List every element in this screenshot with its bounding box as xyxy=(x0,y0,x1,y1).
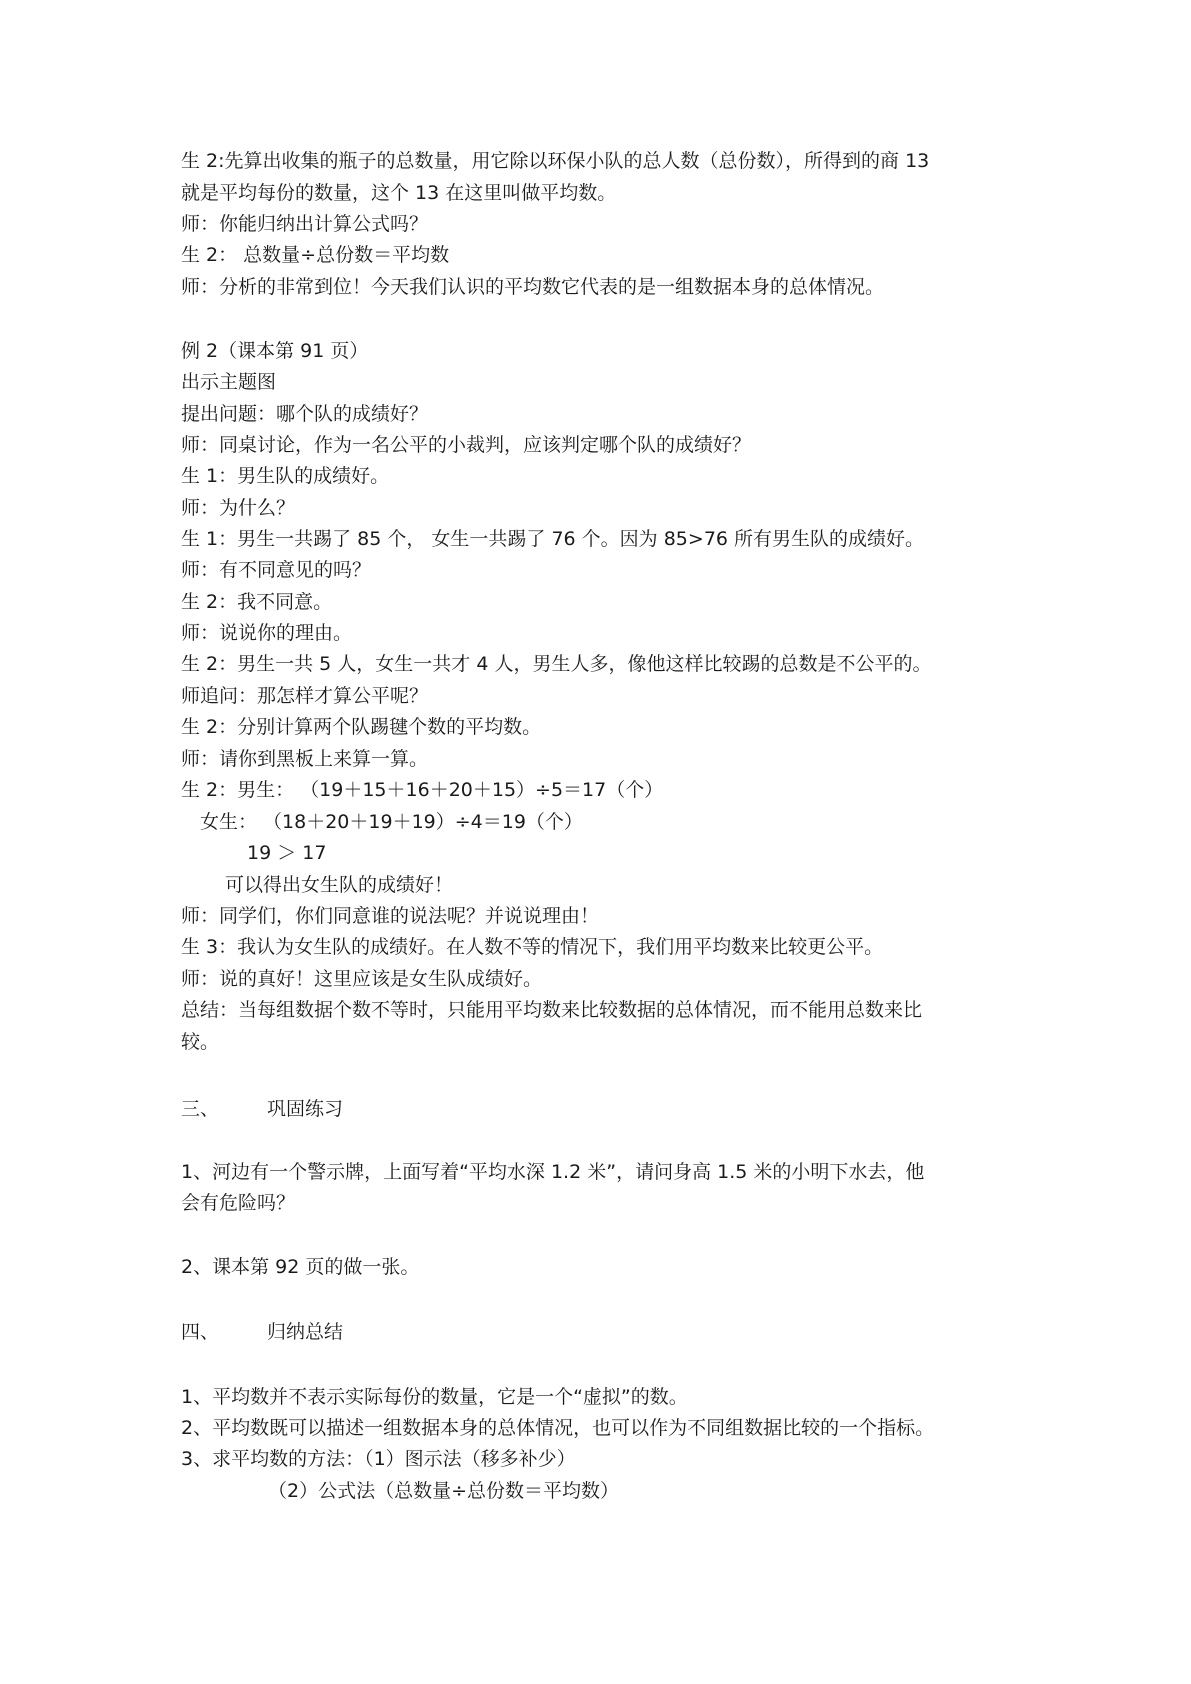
dialogue-line: 生 2：男生一共 5 人，女生一共才 4 人，男生人多，像他这样比较踢的总数是不公平的。 xyxy=(181,653,932,675)
example-title: 例 2（课本第 91 页） xyxy=(181,340,369,362)
dialogue-line: 生 1：男生队的成绩好。 xyxy=(181,465,390,487)
section-title: 巩固练习 xyxy=(267,1098,344,1120)
summary-point: （2）公式法（总数量÷总份数＝平均数） xyxy=(268,1480,620,1502)
paragraph-line: 就是平均每份的数量，这个 13 在这里叫做平均数。 xyxy=(181,182,617,204)
summary-point: 1、平均数并不表示实际每份的数量，它是一个“虚拟”的数。 xyxy=(181,1386,688,1408)
section-heading xyxy=(181,1097,343,1121)
paragraph-line: 生 2:先算出收集的瓶子的总数量，用它除以环保小队的总人数（总份数），所得到的商 13 xyxy=(181,150,930,172)
dialogue-line: 师：说说你的理由。 xyxy=(181,622,353,644)
paragraph-line: 提出问题：哪个队的成绩好？ xyxy=(181,403,429,425)
paragraph-line: 出示主题图 xyxy=(181,371,277,393)
summary-point: 3、求平均数的方法：（1）图示法（移多补少） xyxy=(181,1448,576,1470)
paragraph-line: 生 2： 总数量÷总份数＝平均数 xyxy=(181,244,450,266)
dialogue-line: 生 3：我认为女生队的成绩好。在人数不等的情况下，我们用平均数来比较更公平。 xyxy=(181,936,884,958)
dialogue-line: 师：同学们，你们同意谁的说法呢？并说说理由！ xyxy=(181,905,600,927)
exercise-line: 2、课本第 92 页的做一张。 xyxy=(181,1256,420,1278)
summary-line: 总结：当每组数据个数不等时，只能用平均数来比较数据的总体情况，而不能用总数来比 xyxy=(181,999,923,1021)
dialogue-line: 师：请你到黑板上来算一算。 xyxy=(181,748,429,770)
dialogue-line: 师：同桌讨论，作为一名公平的小裁判，应该判定哪个队的成绩好？ xyxy=(181,434,752,456)
paragraph-line: 师：分析的非常到位！今天我们认识的平均数它代表的是一组数据本身的总体情况。 xyxy=(181,276,885,298)
calculation-line: 女生： （18＋20＋19＋19）÷4＝19（个） xyxy=(200,811,583,833)
section-number: 四、 xyxy=(181,1321,220,1343)
dialogue-line: 生 1：男生一共踢了 85 个， 女生一共踢了 76 个。因为 85>76 所有男生队的成绩好。 xyxy=(181,528,925,550)
section-number: 三、 xyxy=(181,1098,220,1120)
summary-line: 较。 xyxy=(181,1031,220,1053)
dialogue-line: 生 2：分别计算两个队踢毽个数的平均数。 xyxy=(181,716,542,738)
dialogue-line: 师：说的真好！这里应该是女生队成绩好。 xyxy=(181,968,543,990)
dialogue-line: 师：为什么？ xyxy=(181,497,296,519)
dialogue-line: 生 2：我不同意。 xyxy=(181,591,333,613)
summary-point: 2、平均数既可以描述一组数据本身的总体情况，也可以作为不同组数据比较的一个指标。 xyxy=(181,1417,935,1439)
calculation-line: 生 2：男生： （19＋15＋16＋20＋15）÷5＝17（个） xyxy=(181,779,664,801)
section-title: 归纳总结 xyxy=(267,1321,344,1343)
exercise-line: 1、河边有一个警示牌，上面写着“平均水深 1.2 米”，请问身高 1.5 米的小明下水去，他 xyxy=(181,1161,925,1183)
dialogue-line: 师追问：那怎样才算公平呢？ xyxy=(181,685,429,707)
paragraph-line: 师：你能归纳出计算公式吗？ xyxy=(181,213,429,235)
section-heading xyxy=(181,1320,343,1344)
exercise-line: 会有危险吗？ xyxy=(181,1192,296,1214)
conclusion-line: 可以得出女生队的成绩好！ xyxy=(225,874,454,896)
comparison-line: 19 ＞ 17 xyxy=(247,842,327,864)
dialogue-line: 师：有不同意见的吗？ xyxy=(181,559,372,581)
